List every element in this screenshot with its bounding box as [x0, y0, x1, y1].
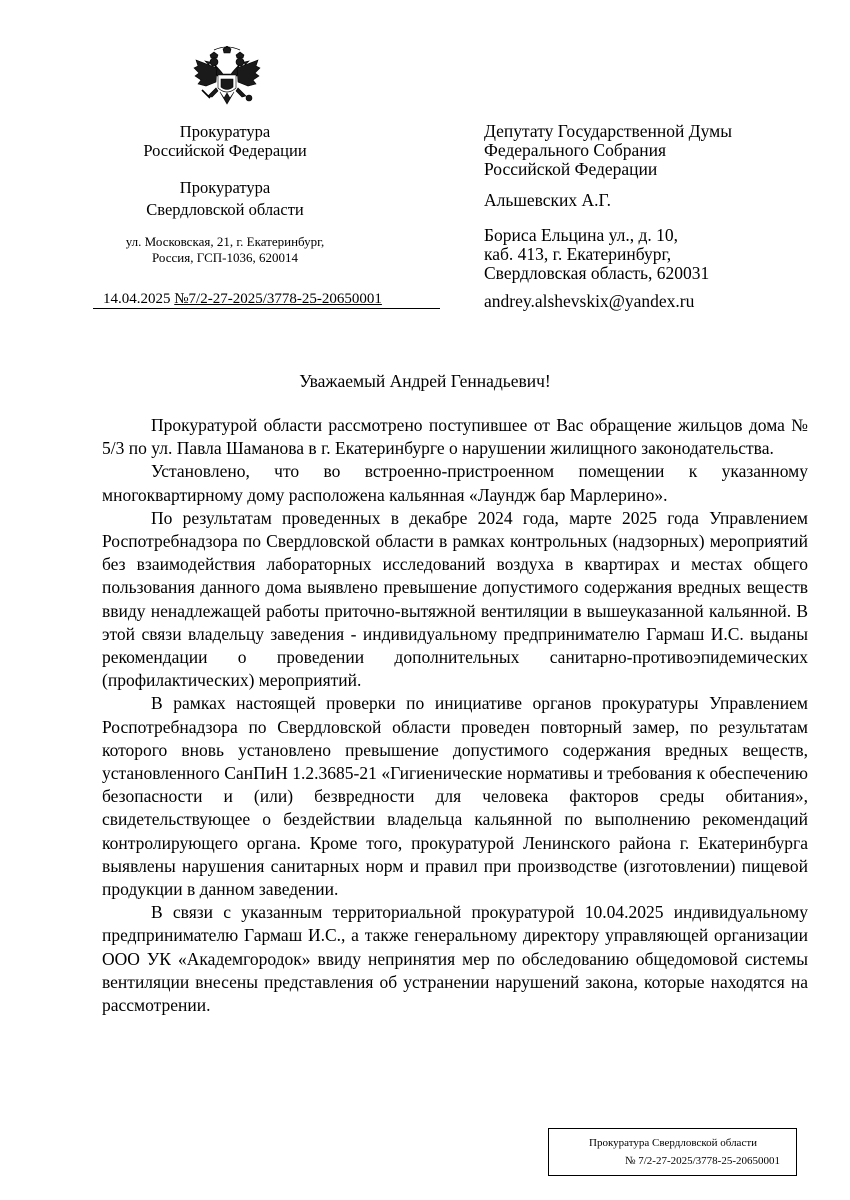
recipient-name: Альшевских А.Г. — [484, 190, 612, 210]
recipient-email: andrey.alshevskix@yandex.ru — [484, 291, 695, 311]
letter-date: 14.04.2025 — [103, 291, 171, 307]
letter-body — [102, 414, 808, 1017]
paragraph: По результатам проведенных в декабре 2024 года, марте 2025 года Управлением Роспотребнадзора по Свердловской области в рамках контрольных (надзорных) мероприятий без взаимодействия лабораторных исследований воздуха в квартирах и местах общего пользования данного дома выявлено превышение допустимого содержания вредных веществ ввиду ненадлежащей работы приточно-вытяжной вентиляции в вышеуказанной кальянной. В этой связи владельцу заведения - индивидуальному предпринимателю Гармаш И.С. выданы рекомендации о проведении дополнительных санитарно-противоэпидемических (профилактических) мероприятий. — [102, 507, 808, 691]
recipient-title-line3: Российской Федерации — [484, 159, 658, 179]
registration-number: №7/2-27-2025/3778-25-20650001 — [174, 291, 382, 307]
paragraph: Прокуратурой области рассмотрено поступившее от Вас обращение жильцов дома № 5/3 по ул. Павла Шаманова в г. Екатеринбурге о нарушении жилищного законодательства. — [102, 415, 808, 459]
recipient-address — [484, 226, 814, 283]
recipient-title-line1: Депутату Государственной Думы — [484, 121, 732, 141]
double-headed-eagle-emblem-icon — [192, 46, 262, 114]
recipient-address-line1: Бориса Ельцина ул., д. 10, — [484, 225, 679, 245]
sender-dept-line2: Свердловской области — [146, 200, 304, 219]
paragraph: В связи с указанным территориальной прокуратурой 10.04.2025 индивидуальному предпринимателю Гармаш И.С., а также генеральному директору управляющей организации ООО УК «Академгородок» ввиду непринятия мер по обследованию общедомовой системы вентиляции внесены представления об устранении нарушений закона, которые находятся на рассмотрении. — [102, 902, 808, 1016]
greeting: Уважаемый Андрей Геннадьевич! — [299, 371, 551, 391]
recipient-address-line3: Свердловская область, 620031 — [484, 263, 710, 283]
paragraph: Установлено, что во встроенно-пристроенном помещении к указанному многоквартирному дому расположена кальянная «Лаундж бар Марлерино». — [102, 461, 808, 505]
stamp-line2: № 7/2-27-2025/3778-25-20650001 — [625, 1155, 781, 1167]
sender-address-line1: ул. Московская, 21, г. Екатеринбург, — [125, 234, 325, 249]
sender-org-line2: Российской Федерации — [143, 141, 307, 160]
sender-department — [95, 177, 355, 221]
recipient-title-line2: Федерального Собрания — [484, 140, 667, 160]
sender-organization — [95, 122, 355, 160]
registration-line — [93, 290, 440, 309]
sender-address-line2: Россия, ГСП-1036, 620014 — [152, 250, 298, 265]
stamp-line1: Прокуратура Свердловской области — [589, 1137, 758, 1149]
registration-stamp — [548, 1128, 797, 1176]
paragraph: В рамках настоящей проверки по инициативе органов прокуратуры Управлением Роспотребнадзора по Свердловской области проведен повторный замер, по результатам которого вновь установлено превышение допустимого содержания вредных веществ, установленного СанПиН 1.2.3685-21 «Гигиенические нормативы и требования к обеспечению безопасности и (или) безвредности для человека факторов среды обитания», свидетельствующее о бездействии владельца кальянной по выполнению рекомендаций контролирующего органа. Кроме того, прокуратурой Ленинского района г. Екатеринбурга выявлены нарушения санитарных норм и правил при производстве (изготовлении) пищевой продукции в данном заведении. — [102, 693, 808, 900]
sender-dept-line1: Прокуратура — [179, 178, 271, 197]
sender-org-line1: Прокуратура — [179, 122, 271, 141]
recipient-title — [484, 122, 814, 179]
sender-address — [95, 234, 355, 266]
recipient-address-line2: каб. 413, г. Екатеринбург, — [484, 244, 672, 264]
